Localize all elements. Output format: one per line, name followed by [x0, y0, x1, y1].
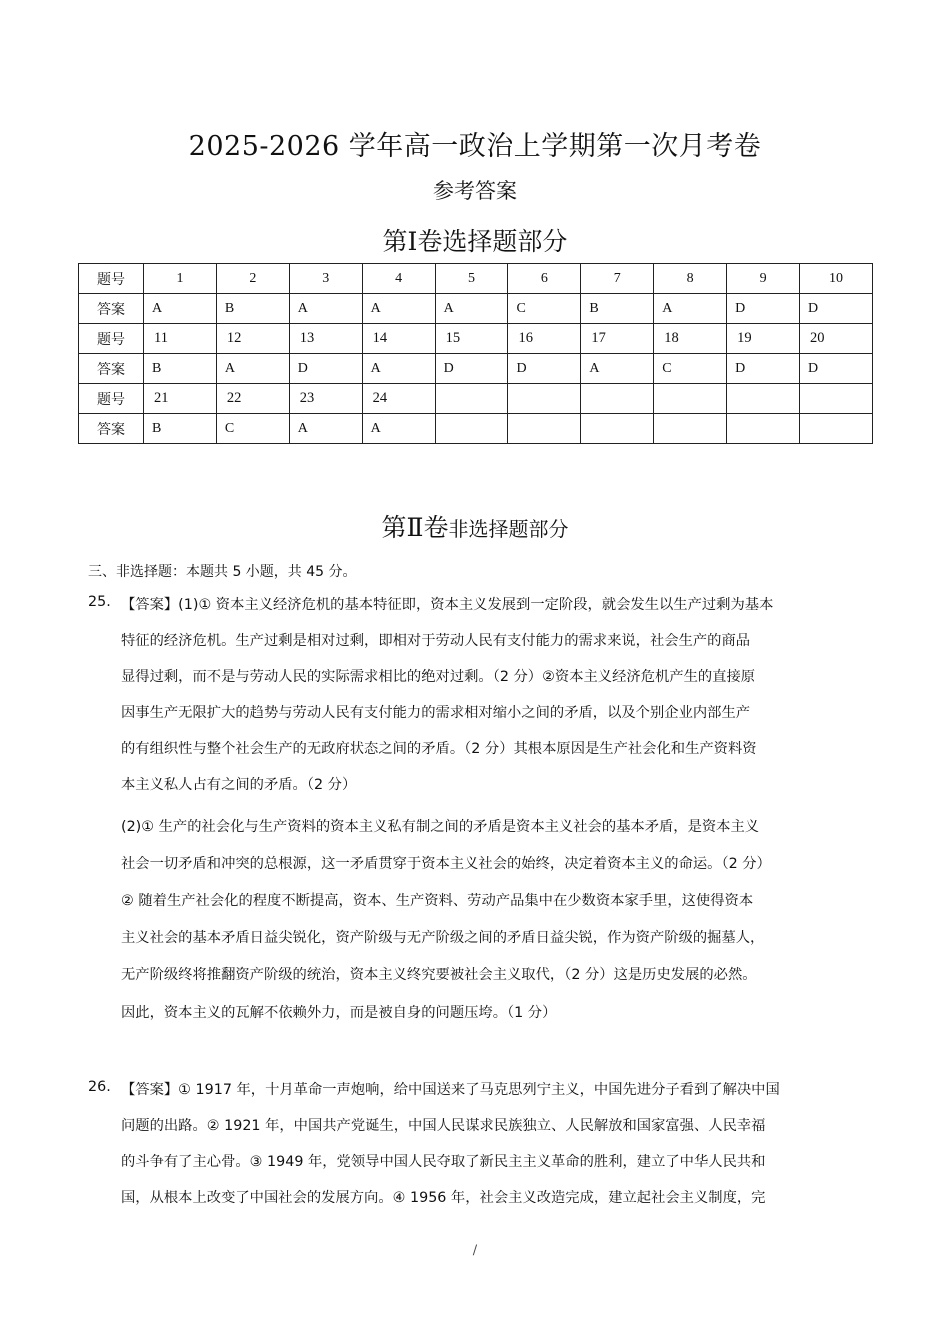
table-cell [508, 384, 581, 414]
answer-line: 特征的经济危机。生产过剩是相对过剩，即相对于劳动人民有支付能力的需求来说，社会生产的商品 [121, 633, 751, 649]
row-header: 答案 [79, 294, 144, 324]
section1-title: 第Ⅰ卷选择题部分 [382, 227, 568, 256]
table-cell: A [289, 414, 362, 444]
table-cell: D [508, 354, 581, 384]
page-footer: / [472, 1243, 478, 1258]
table-cell: 8 [654, 264, 727, 294]
table-cell: 24 [362, 384, 435, 414]
row-header: 答案 [79, 354, 144, 384]
answer-line: 【答案】(1)① 资本主义经济危机的基本特征即，资本主义发展到一定阶段，就会发生以生产过剩为基本 [121, 597, 774, 613]
table-cell: 7 [581, 264, 654, 294]
table-cell: B [144, 354, 217, 384]
answer-line: 主义社会的基本矛盾日益尖锐化，资产阶级与无产阶级之间的矛盾日益尖锐，作为资产阶级的掘墓人， [121, 930, 765, 946]
table-cell: 5 [435, 264, 508, 294]
table-row [79, 264, 873, 294]
answer-line: ② 随着生产社会化的程度不断提高，资本、生产资料、劳动产品集中在少数资本家手里，这使得资本 [121, 893, 754, 909]
table-cell: 18 [654, 324, 727, 354]
answer-line: 社会一切矛盾和冲突的总根源，这一矛盾贯穿于资本主义社会的始终，决定着资本主义的命运。（2 分） [121, 856, 771, 872]
table-cell [508, 414, 581, 444]
row-header: 题号 [79, 264, 144, 294]
table-cell: 4 [362, 264, 435, 294]
table-cell: D [289, 354, 362, 384]
answer-line: 无产阶级终将推翻资产阶级的统治，资本主义终究要被社会主义取代，（2 分）这是历史发展的必然。 [121, 967, 757, 983]
table-cell: A [362, 414, 435, 444]
table-cell [654, 384, 727, 414]
section2-title-sub: 非选择题部分 [448, 517, 569, 541]
row-header: 答案 [79, 414, 144, 444]
table-cell [581, 384, 654, 414]
answer-line: 的斗争有了主心骨。③ 1949 年，党领导中国人民夺取了新民主主义革命的胜利，建立了中华人民共和 [121, 1154, 766, 1170]
table-cell: 15 [435, 324, 508, 354]
section-intro: 三、非选择题：本题共 5 小题，共 45 分。 [88, 564, 357, 580]
section2-title-main: 第Ⅱ卷 [381, 513, 449, 542]
table-cell: 16 [508, 324, 581, 354]
table-cell: 20 [800, 324, 873, 354]
table-cell [727, 414, 800, 444]
table-cell: A [581, 354, 654, 384]
table-cell [581, 414, 654, 444]
table-row [79, 324, 873, 354]
answer-line: 的有组织性与整个社会生产的无政府状态之间的矛盾。（2 分）其根本原因是生产社会化和生产资料资 [121, 741, 757, 757]
row-header: 题号 [79, 384, 144, 414]
table-cell: A [216, 354, 289, 384]
table-cell: B [581, 294, 654, 324]
page-subtitle: 参考答案 [433, 179, 517, 203]
table-cell: 13 [289, 324, 362, 354]
table-cell: D [435, 354, 508, 384]
question-number: 26. [88, 1079, 111, 1095]
table-cell: A [362, 354, 435, 384]
table-cell: D [800, 294, 873, 324]
table-cell [800, 414, 873, 444]
answer-line: 因事生产无限扩大的趋势与劳动人民有支付能力的需求相对缩小之间的矛盾，以及个别企业内部生产 [121, 705, 751, 721]
question-number: 25. [88, 594, 111, 610]
table-cell: 14 [362, 324, 435, 354]
table-cell: A [435, 294, 508, 324]
table-cell: C [654, 354, 727, 384]
table-cell: 10 [800, 264, 873, 294]
table-cell: B [144, 414, 217, 444]
table-cell: D [727, 294, 800, 324]
table-cell: 21 [144, 384, 217, 414]
table-cell: 9 [727, 264, 800, 294]
table-cell [727, 384, 800, 414]
table-cell [800, 384, 873, 414]
table-cell: 22 [216, 384, 289, 414]
page-title: 2025-2026 学年高一政治上学期第一次月考卷 [188, 131, 762, 162]
table-row [79, 354, 873, 384]
table-row [79, 384, 873, 414]
table-cell [435, 384, 508, 414]
table-cell: 3 [289, 264, 362, 294]
table-cell: C [508, 294, 581, 324]
table-cell: B [216, 294, 289, 324]
table-cell: 19 [727, 324, 800, 354]
table-row [79, 294, 873, 324]
section2-title [0, 508, 950, 544]
table-cell: A [362, 294, 435, 324]
table-cell [435, 414, 508, 444]
table-cell: 2 [216, 264, 289, 294]
table-cell: 6 [508, 264, 581, 294]
table-cell: 17 [581, 324, 654, 354]
answer-line: 问题的出路。② 1921 年，中国共产党诞生，中国人民谋求民族独立、人民解放和国家富强、人民幸福 [121, 1118, 766, 1134]
table-cell: D [800, 354, 873, 384]
table-cell: 12 [216, 324, 289, 354]
table-cell: 23 [289, 384, 362, 414]
table-row [79, 414, 873, 444]
table-cell: C [216, 414, 289, 444]
row-header: 题号 [79, 324, 144, 354]
answer-table [78, 263, 873, 444]
answer-line: 国，从根本上改变了中国社会的发展方向。④ 1956 年，社会主义改造完成，建立起社会主义制度，完 [121, 1190, 766, 1206]
answer-line: (2)① 生产的社会化与生产资料的资本主义私有制之间的矛盾是资本主义社会的基本矛盾，是资本主义 [121, 819, 760, 835]
answer-line: 本主义私人占有之间的矛盾。（2 分） [121, 777, 357, 793]
table-cell: 11 [144, 324, 217, 354]
table-cell: A [144, 294, 217, 324]
table-cell: D [727, 354, 800, 384]
answer-line: 因此，资本主义的瓦解不依赖外力，而是被自身的问题压垮。（1 分） [121, 1005, 557, 1021]
table-cell: 1 [144, 264, 217, 294]
table-cell [654, 414, 727, 444]
table-cell: A [289, 294, 362, 324]
table-cell: A [654, 294, 727, 324]
answer-line: 显得过剩，而不是与劳动人民的实际需求相比的绝对过剩。（2 分）②资本主义经济危机产生的直接原 [121, 669, 756, 685]
answer-line: 【答案】① 1917 年，十月革命一声炮响，给中国送来了马克思列宁主义，中国先进分子看到了解决中国 [121, 1082, 780, 1098]
